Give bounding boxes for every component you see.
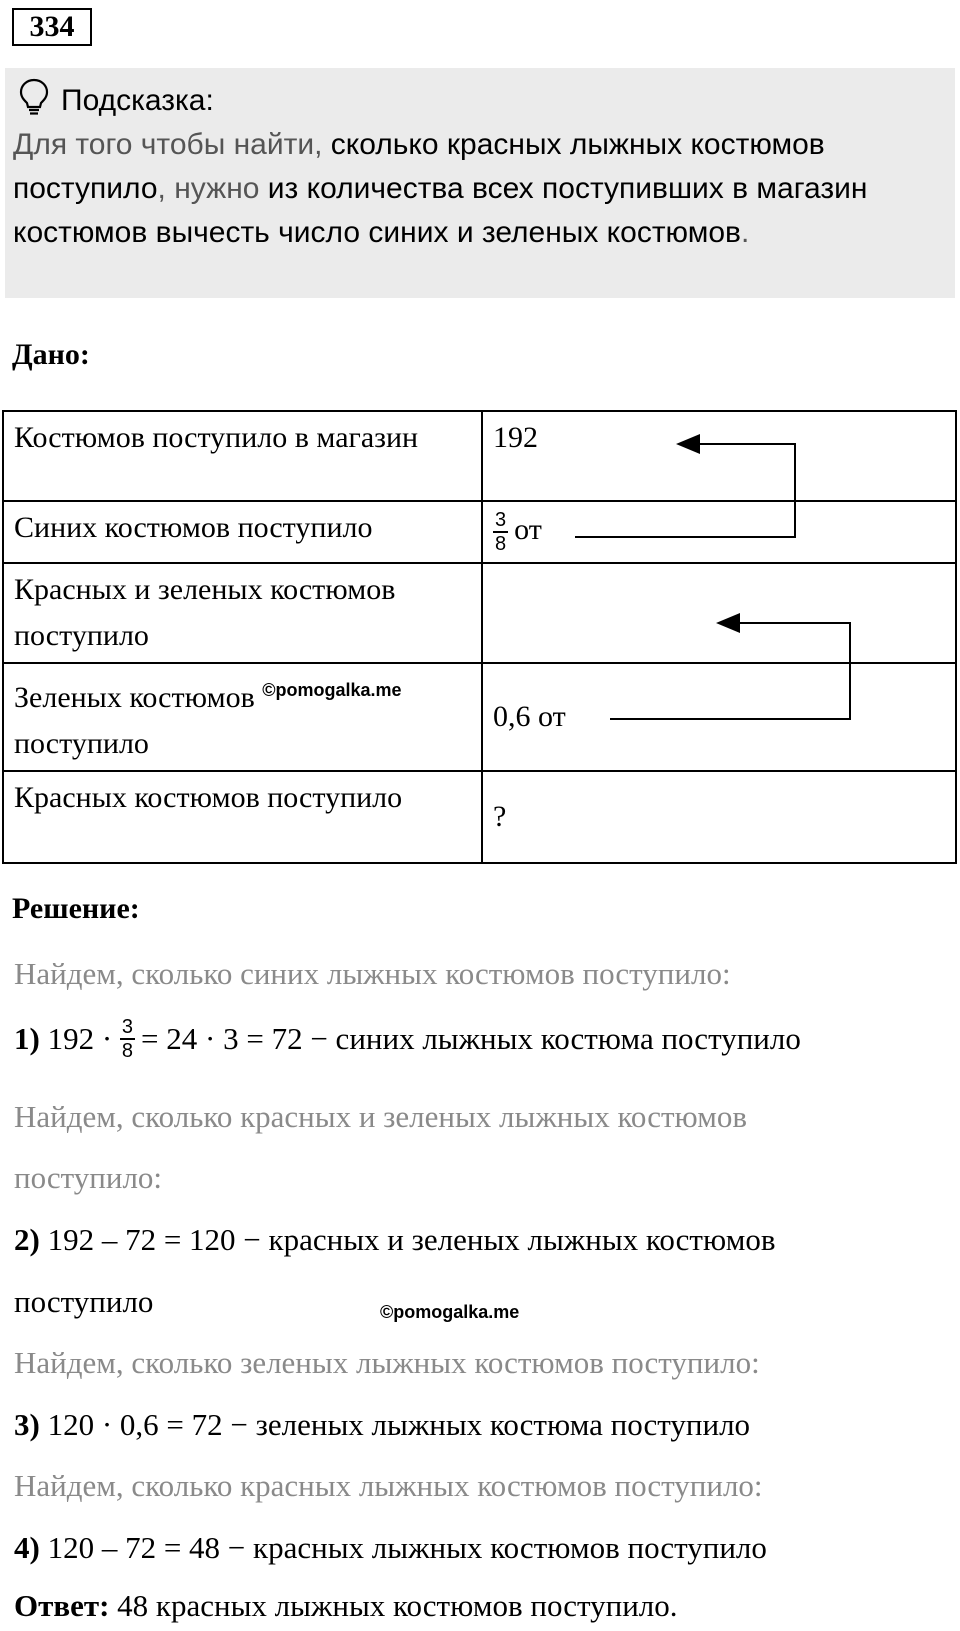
step-text: 120 · 0,6 = 72 − зеленых лыжных костюма поступило xyxy=(47,1407,751,1442)
given-cell-value xyxy=(482,501,956,563)
given-label: Дано: xyxy=(12,338,90,371)
fraction-denominator: 8 xyxy=(495,533,507,555)
solution-intro-1: Найдем, сколько синих лыжных костюмов поступило: xyxy=(14,956,731,991)
watermark: ©pomogalka.me xyxy=(262,680,402,700)
answer-line xyxy=(14,1586,678,1626)
given-table xyxy=(2,410,957,864)
step-text: = 24 · 3 = 72 − синих лыжных костюма поступило xyxy=(141,1021,801,1056)
given-cell-label: Красных и зеленых костюмов поступило xyxy=(3,563,482,663)
step-number: 3) xyxy=(14,1407,40,1442)
table-row xyxy=(3,563,956,663)
hint-box xyxy=(5,68,955,298)
given-label-line2: поступило xyxy=(14,727,149,760)
step-number: 2) xyxy=(14,1222,40,1257)
table-row xyxy=(3,663,956,771)
step-text: 192 · xyxy=(47,1021,113,1056)
given-cell-label: Красных костюмов поступило xyxy=(3,771,482,863)
fraction-numerator: 3 xyxy=(121,1016,134,1038)
hint-part-emph: из количества всех поступивших в магазин костюмов вычесть число синих и зеленых костюмов xyxy=(13,172,868,249)
hint-part: , нужно xyxy=(157,172,268,205)
solution-step-2 xyxy=(14,1220,776,1260)
hint-title-text: Подсказка: xyxy=(61,84,214,117)
hint-text xyxy=(13,123,943,255)
solution-step-1 xyxy=(14,1016,801,1062)
given-label-line1: Зеленых костюмов xyxy=(14,681,255,714)
hint-part: . xyxy=(740,216,750,249)
given-cell-label: Костюмов поступило в магазин xyxy=(3,411,482,501)
given-value-suffix: от xyxy=(514,512,542,546)
watermark: ©pomogalka.me xyxy=(380,1302,520,1322)
table-row xyxy=(3,411,956,501)
fraction-numerator: 3 xyxy=(495,509,507,531)
table-row xyxy=(3,501,956,563)
solution-intro-3: Найдем, сколько зеленых лыжных костюмов поступило: xyxy=(14,1345,760,1380)
solution-intro-2-cont: поступило: xyxy=(14,1160,163,1195)
given-cell-value xyxy=(482,563,956,663)
step-number: 4) xyxy=(14,1530,40,1565)
given-cell-value: 192 xyxy=(482,411,956,501)
answer-text: 48 красных лыжных костюмов поступило. xyxy=(117,1588,678,1623)
given-cell-value xyxy=(482,663,956,771)
given-cell-label: Синих костюмов поступило xyxy=(3,501,482,563)
given-value: 0,6 от xyxy=(493,700,566,733)
fraction-denominator: 8 xyxy=(121,1040,134,1062)
problem-number: 334 xyxy=(12,8,92,46)
given-cell-value xyxy=(482,771,956,863)
step-text: 120 – 72 = 48 − красных лыжных костюмов поступило xyxy=(47,1530,767,1565)
solution-intro-4: Найдем, сколько красных лыжных костюмов поступило: xyxy=(14,1468,763,1503)
step-number: 1) xyxy=(14,1021,40,1056)
solution-step-3 xyxy=(14,1405,750,1445)
solution-step-4 xyxy=(14,1528,767,1568)
answer-label: Ответ: xyxy=(14,1588,110,1623)
solution-label: Решение: xyxy=(12,892,140,925)
fraction xyxy=(120,1016,135,1062)
given-value: ? xyxy=(493,800,507,833)
hint-title xyxy=(19,78,214,124)
solution-step-2-cont: поступило xyxy=(14,1284,154,1319)
given-cell-label xyxy=(3,663,482,771)
hint-part: Для того чтобы найти, xyxy=(13,128,331,161)
fraction xyxy=(493,509,508,555)
hint-part-emph: сколько красных лыжных костюмов поступило xyxy=(13,128,825,205)
table-row xyxy=(3,771,956,863)
lightbulb-icon xyxy=(19,78,61,124)
solution-intro-2: Найдем, сколько красных и зеленых лыжных костюмов xyxy=(14,1099,748,1134)
step-text: 192 – 72 = 120 − красных и зеленых лыжных костюмов xyxy=(47,1222,776,1257)
